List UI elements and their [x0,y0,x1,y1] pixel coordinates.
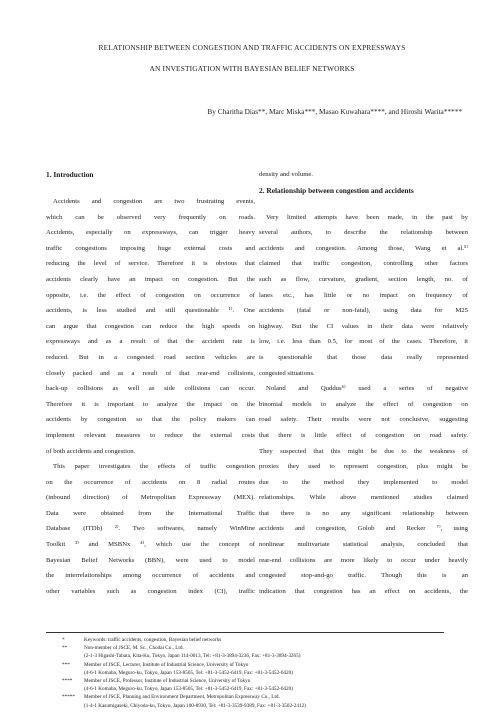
footnote-line [62,677,482,685]
footnote-mark: ***** [62,694,75,701]
footnote-text: (4-6-1 Komaba, Meguro-ku, Tokyo, Japan 153-8505, Tel: +81-3-5452-6419, Fax: +81-3-5452-6420) [84,686,293,693]
relationship-paragraph-1 [259,210,468,382]
text-line: Therefore it is important to analyze the impact on the [46,400,255,408]
intro-paragraph-1 [46,194,255,459]
text-line: accidents, is less studied and still questionable ¹⁾. One [46,307,255,315]
text-line: accidents by congestion so that the policy makers can [46,416,255,424]
paper-title-line-1: RELATIONSHIP BETWEEN CONGESTION AND TRAFFIC ACCIDENTS ON EXPRESSWAYS [98,43,406,52]
text-line: Accidents and congestion are two frustrating events, [53,198,255,205]
text-line: can argue that congestion can reduce the high speeds on [46,322,255,330]
intro-paragraph-2-continued [259,167,468,183]
text-line: reducing the level of service. Therefore it is obvious that [46,260,255,268]
left-column [46,167,255,599]
text-line: accidents and congestion. Among those, Wang et al.⁵⁾ [259,244,468,252]
text-line: Database (ITDb) ²⁾. Two softwares, namely WinMine [46,525,255,533]
text-line: other variables such as congestion index (CI), traffic [46,587,255,595]
text-line: implement relevant measures to reduce the external costs [46,431,255,439]
text-line: (inbound direction) of Metropolitan Expressway (MEX). [46,494,255,502]
footnote-mark: * [62,637,65,643]
intro-paragraph-2 [46,459,255,599]
text-line: opposite, i.e. the effect of congestion on occurrence of [46,291,255,299]
text-line: that there is little effect of congestion on road safety. [259,431,468,439]
footnote-line [62,644,482,652]
paper-title-line-2: AN INVESTIGATION WITH BAYESIAN BELIEF NETWORKS [149,64,355,73]
footnote-line [62,702,482,710]
section-heading-introduction: 1. Introduction [46,170,94,179]
footnote-line [62,636,482,644]
footnotes [62,636,482,710]
footnote-text: Keywords: traffic accidents, congestion, Bayesian belief networks [84,637,222,643]
text-line: such as flow, curvature, gradient, section length, no. of [259,275,468,283]
text-line: low, i.e. less than 0.5, for most of the cases. Therefore, it [259,338,468,346]
text-line: congested stop-and-go traffic. Though this is an [259,572,468,580]
text-line: proxies they used to represent congestion, plus might be [259,463,468,471]
footnote-line [62,685,482,693]
text-line: several authors, to describe the relationship between [259,229,468,237]
text-line: accidents and congestion, Golob and Recker ⁷⁾, using [259,525,468,533]
text-line: lanes etc., has little or no impact on frequency of [259,291,468,299]
footnote-divider [46,632,444,633]
text-line: binomial models to analyze the effect of congestion on [259,400,468,408]
footnote-text: (2-1-3 Higashi-Tabata, Kita-Ku, Tokyo, Japan 114-0013, Tel: +81-3-3894-3236, Fax: +81-3-3894-3265) [84,653,301,660]
text-line: claimed that traffic congestion, controlling other factors [259,260,468,268]
text-line: Accidents, especially on expressways, can trigger heavy [46,229,255,237]
section-heading-relationship: 2. Relationship between congestion and accidents [259,185,414,195]
text-line: accidents clearly have an impact on congestion. But the [46,275,255,283]
footnote-mark: *** [62,661,70,668]
text-line: highway. But the CI values in their data were relatively [259,322,468,330]
author-list: By Charitha Dias**, Marc Miska***, Masao Kuwahara****, and Hiroshi Warita***** [207,107,462,116]
text-line: the interrelationships among occurrence of accidents and [46,572,255,580]
footnote-text: (1-4-1 Kasumigaseki, Chiyoda-ku, Tokyo, Japan 100-8930, Tel: +81-3-3539-9389, Fax: +81-3-3502-2412) [84,702,306,709]
text-line: is questionable that those data really represented [259,353,468,361]
relationship-paragraph-2 [259,381,468,599]
text-line: congested situations. [259,369,315,377]
text-line: Toolkit ³⁾ and MSBNx ⁴⁾, which use the concept of [46,541,255,549]
footnote-text: (4-6-1 Komaba, Meguro-ku, Tokyo, Japan 153-8505, Tel: +81-3-5452-6419, Fax: +81-3-5452-6420) [84,669,293,676]
text-line: reduced. But in a congested road section vehicles are [46,353,255,361]
footnote-mark: **** [62,678,73,685]
text-line: rear-end collisions are more likely to occur under heavily [259,556,468,564]
text-line: that there is no any significant relationship between [259,509,468,517]
text-line: on the occurrence of accidents on 8 radial routes [46,478,255,486]
footnote-text: Member of JSCE, Lecturer, Institute of Industrial Science, University of Tokyo [84,661,249,668]
footnote-text: Member of JSCE, Professor, Institute of Industrial Science, University of Tokyo [84,678,251,685]
text-line: This paper investigates the effects of traffic congestion [53,463,255,471]
text-line: back-up collisions as well as side collisions can occur. [46,385,255,393]
footnote-line [62,693,482,701]
footnote-text: Member of JSCE, Planning and Environment Department, Metropolitan Expressway Co., Ltd. [84,694,280,701]
text-line: Noland and Quddus⁶⁾ used a series of negative [266,385,468,393]
footnote-line [62,661,482,669]
text-line: expressways and as a result of that the accident rate is [46,338,255,346]
text-line: due to the method they implemented to model [259,478,468,486]
text-line: accidents (fatal or non-fatal), using data for M25 [259,307,468,315]
text-line: density and volume. [259,171,314,178]
footnote-mark: ** [62,645,68,652]
text-line: indication that congestion has an effect on accidents, the [259,587,468,595]
text-line: which can be observed very frequently on roads. [46,213,255,221]
footnote-line [62,652,482,660]
text-line: traffic congestions imposing huge external costs and [46,244,255,252]
text-line: closely packed and as a result of that rear-end collisions, [46,369,255,377]
text-line: road safety. Their results were not conclusive, suggesting [259,416,468,424]
footnote-text: Non-member of JSCE, M. Sc., Chodai Co., Ltd. [84,645,184,652]
text-line: relationships. While above mentioned studies claimed [259,494,468,502]
right-column [259,167,468,599]
text-line: Very limited attempts have been made, in the past by [266,213,468,221]
text-line: nonlinear multivariate statistical analysis, concluded that [259,541,468,549]
text-line: Bayesian Belief Networks (BBN), were used to model [46,556,255,564]
footnote-line [62,669,482,677]
text-line: They suspected that this might be due to the weakness of [259,447,468,455]
text-line: of both accidents and congestion. [46,447,136,455]
text-line: Data were obtained from the International Traffic [46,509,255,517]
